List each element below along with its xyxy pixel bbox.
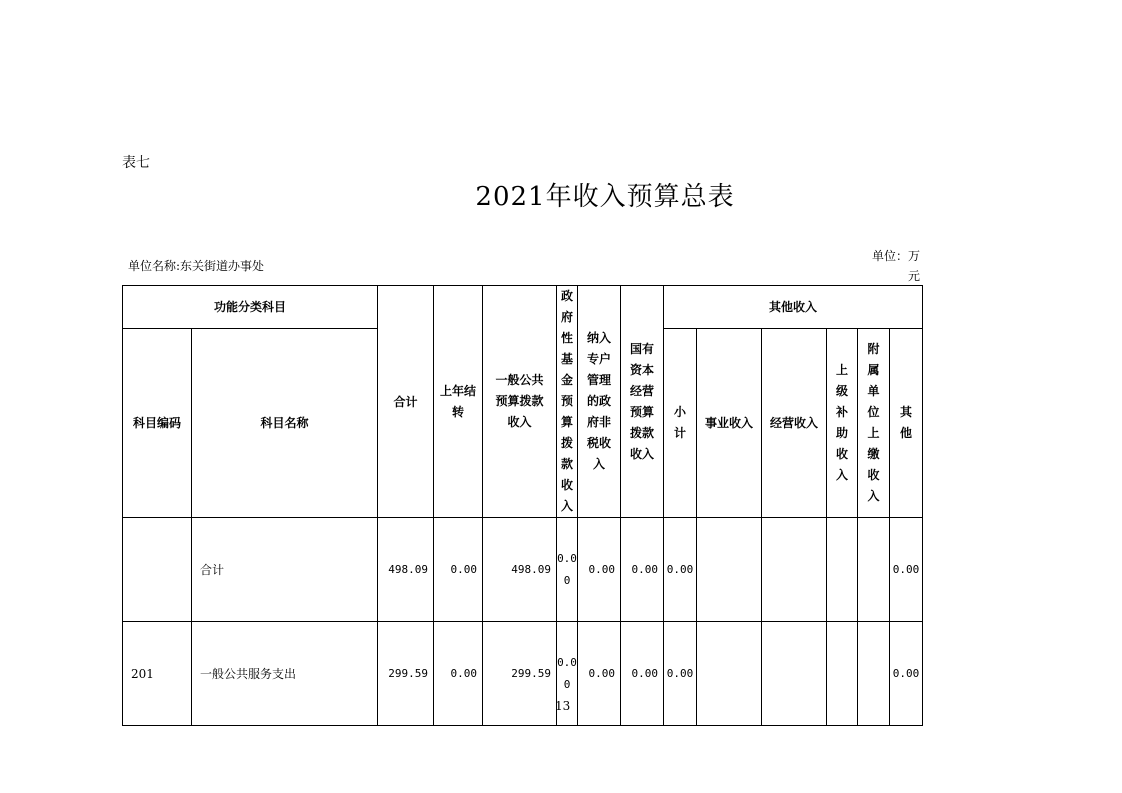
header-special-non-tax: 纳入专户管理的政府非税收入	[578, 286, 621, 518]
header-superior-subsidy: 上级补助收入	[827, 328, 858, 517]
cell-total: 498.09	[378, 518, 434, 622]
header-total: 合计	[378, 286, 434, 518]
header-general-budget: 一般公共预算拨款收入	[483, 286, 557, 518]
cell-affiliated	[858, 518, 890, 622]
cell-state-capital: 0.00	[621, 622, 664, 726]
cell-business	[697, 622, 762, 726]
cell-state-capital: 0.00	[621, 518, 664, 622]
header-business: 事业收入	[697, 328, 762, 517]
cell-affiliated	[858, 622, 890, 726]
header-operating: 经营收入	[762, 328, 827, 517]
cell-superior	[827, 518, 858, 622]
cell-general: 299.59	[483, 622, 557, 726]
revenue-budget-table	[122, 285, 923, 726]
header-gov-fund: 政府性基金预算拨款收入	[557, 286, 578, 518]
header-func-class: 功能分类科目	[123, 286, 378, 329]
table-row	[123, 622, 923, 726]
cell-gov-fund: 0.00	[557, 518, 578, 622]
cell-subtotal: 0.00	[664, 622, 697, 726]
header-other: 其他	[890, 328, 923, 517]
header-name: 科目名称	[192, 328, 378, 517]
cell-name: 一般公共服务支出	[192, 622, 378, 726]
cell-other: 0.00	[890, 518, 923, 622]
cell-superior	[827, 622, 858, 726]
table-row	[123, 518, 923, 622]
page-number: 13	[555, 699, 571, 713]
page-title: 2021年收入预算总表	[475, 182, 735, 212]
cell-special: 0.00	[578, 518, 621, 622]
header-state-capital: 国有资本经营预算拨款收入	[621, 286, 664, 518]
cell-carryover: 0.00	[434, 622, 483, 726]
cell-gov-fund: 0.00	[557, 622, 578, 726]
cell-carryover: 0.00	[434, 518, 483, 622]
header-code: 科目编码	[123, 328, 192, 517]
cell-business	[697, 518, 762, 622]
cell-operating	[762, 518, 827, 622]
header-carryover: 上年结转	[434, 286, 483, 518]
unit-name: 单位名称:东关街道办事处	[128, 259, 265, 273]
cell-code: 201	[123, 622, 192, 726]
cell-general: 498.09	[483, 518, 557, 622]
header-subtotal: 小计	[664, 328, 697, 517]
cell-code	[123, 518, 192, 622]
cell-name: 合计	[192, 518, 378, 622]
cell-special: 0.00	[578, 622, 621, 726]
cell-subtotal: 0.00	[664, 518, 697, 622]
cell-other: 0.00	[890, 622, 923, 726]
header-other-income: 其他收入	[664, 286, 923, 329]
cell-total: 299.59	[378, 622, 434, 726]
cell-operating	[762, 622, 827, 726]
unit-label: 单位：万元	[871, 249, 920, 283]
table-label: 表七	[122, 155, 150, 171]
header-affiliated: 附属单位上缴收入	[858, 328, 890, 517]
